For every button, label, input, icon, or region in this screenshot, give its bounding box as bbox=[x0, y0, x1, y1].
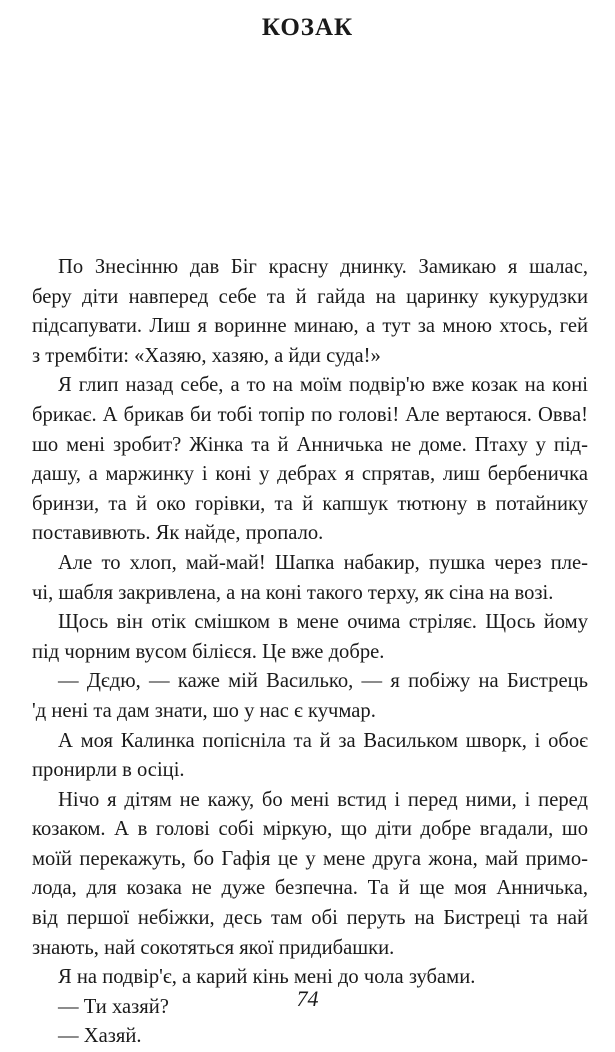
text-line: дашу, а маржинку і коні у дебрах я спрятав, лиш бербеничка bbox=[32, 463, 588, 486]
text-line: з трембіти: «Хазяю, хазяю, а йди суда!» bbox=[32, 344, 381, 367]
text-line: бринзи, та й око горівки, та й капшук тютюну в потайнику bbox=[32, 492, 588, 515]
text-line: шо мені зробит? Жінка та й Анничька не доме. Птаху у під- bbox=[32, 433, 588, 456]
text-line: 'д нені та дам знати, шо у нас є кучмар. bbox=[32, 699, 376, 722]
text-line: пронирли в осіці. bbox=[32, 759, 185, 782]
chapter-title: КОЗАК bbox=[261, 14, 354, 41]
text-line: — Хазяй. bbox=[58, 1025, 142, 1048]
text-line: — Дєдю, — каже мій Василько, — я побіжу на Бистрець bbox=[58, 670, 588, 693]
text-line: знають, най сокотяться якої придибашки. bbox=[32, 936, 395, 959]
text-line: від першої небіжки, десь там обі перуть на Бистреці та най bbox=[32, 907, 588, 930]
text-line: Я на подвір'є, а карий кінь мені до чола зубами. bbox=[58, 966, 476, 989]
page-number: 74 bbox=[296, 986, 319, 1011]
text-line: По Знесінню дав Біг красну днинку. Замикаю я шалас, bbox=[58, 256, 588, 278]
text-line: під чорним вусом білієся. Це вже добре. bbox=[32, 640, 385, 663]
text-line: поставивють. Як найде, пропало. bbox=[32, 522, 324, 545]
text-line: чі, шабля закривлена, а на коні такого терху, як сіна на возі. bbox=[32, 581, 554, 604]
text-line: моїй перекажуть, бо Гафія це у мене друга жона, май примо- bbox=[32, 847, 588, 870]
text-line: Я глип назад себе, а то на моїм подвір'ю вже козак на коні bbox=[58, 374, 588, 397]
text-line: А моя Калинка попісніла та й за Васильком шворк, і обоє bbox=[58, 729, 588, 752]
text-line: Щось він отік смішком в мене очима стріляє. Щось йому bbox=[58, 611, 588, 634]
text-line: беру діти навперед себе та й гайда на царинку кукурудзки bbox=[32, 285, 588, 308]
text-line: Нічо я дітям не кажу, бо мені встид і перед ними, і перед bbox=[58, 788, 588, 811]
text-line: підсапувати. Лиш я воринне минаю, а тут за мною хтось, гей bbox=[32, 315, 588, 338]
text-line: лода, для козака не дуже безпечна. Та й ще моя Анничька, bbox=[32, 877, 588, 900]
text-line: брикає. А брикав би тобі топір по голові! Але вертаюся. Овва! bbox=[32, 403, 588, 426]
text-line: Але то хлоп, май-май! Шапка набакир, пушка через пле- bbox=[58, 551, 588, 574]
text-line: козаком. А в голові собі міркую, що діти добре вгадали, шо bbox=[32, 818, 588, 841]
body-text bbox=[32, 253, 588, 1052]
text-line: — Ти хазяй? bbox=[58, 995, 169, 1018]
